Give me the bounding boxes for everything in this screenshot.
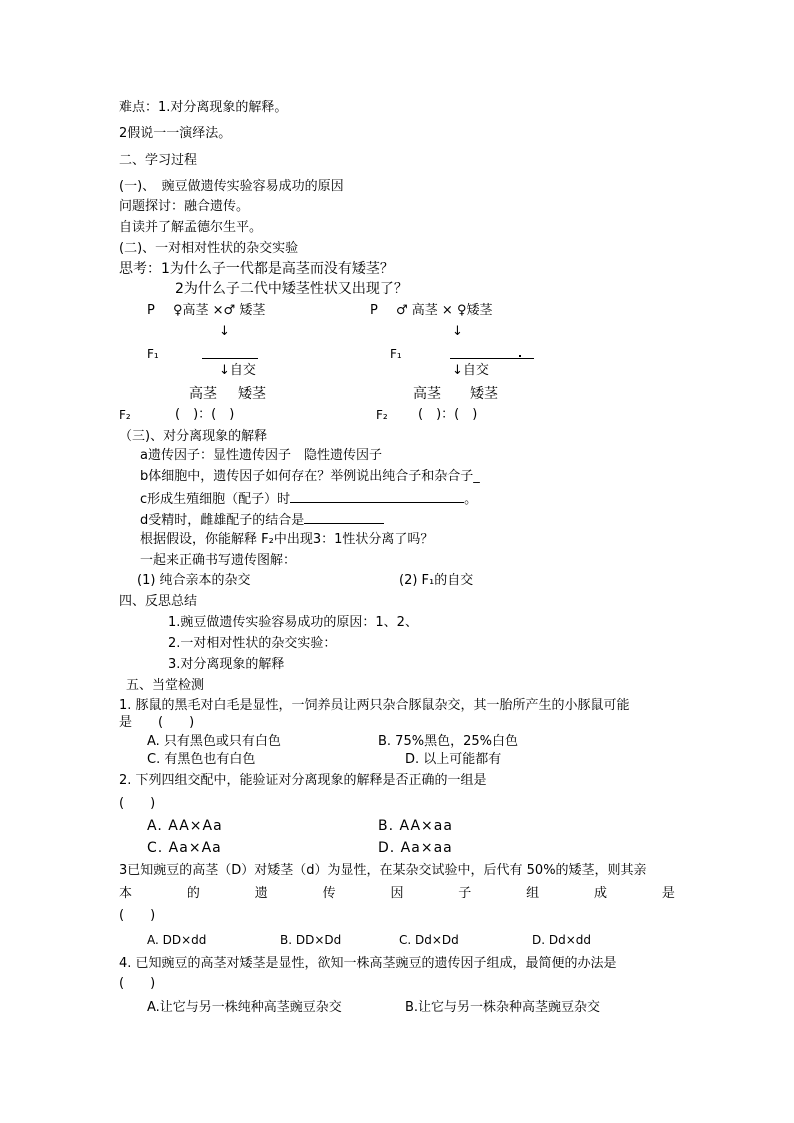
explanation-b: b体细胞中，遗传因子如何存在？举例说出纯合子和杂合子_ [140,469,480,484]
section-title-explanation: （三)、对分离现象的解释 [119,429,268,444]
left-parents: ♀高茎 ×♂ 矮茎 [173,303,266,318]
q4-option-a: A.让它与另一株纯种高茎豌豆杂交 [147,1000,342,1015]
q2-option-b: B. AA×aa [378,818,453,834]
stray-dot [519,355,521,357]
left-tall: 高茎 [189,386,217,402]
difficulty-line-2: 2假说一一演绎法。 [119,126,232,141]
q3-option-d: D. Dd×dd [532,933,592,947]
right-f1-blank [450,358,534,359]
think-question-1: 思考：1为什么子一代都是高茎而没有矮茎？ [119,261,394,277]
right-ratio: ( )：( ) [418,407,478,422]
q4-stem-2: ( ) [119,976,156,991]
q2-option-c: C. Aa×Aa [147,840,222,856]
q3-stem-2: 本 的 遗 传 因 子 组 成 是 [119,886,675,901]
reflection-2: 2.一对相对性状的杂交实验： [168,636,337,651]
item-pure-cross: (1) 纯合亲本的杂交 [137,573,251,588]
explanation-c: c形成生殖细胞（配子）时 。 [140,489,477,509]
q3-stem-3: ( ) [119,908,156,923]
hypothesis-question: 根据假设，你能解释 F₂中出现3：1性状分离了吗？ [140,532,434,547]
explanation-d: d受精时，雌雄配子的结合是 [140,510,384,530]
right-parents: ♂ 高茎 × ♀矮茎 [396,303,493,318]
q3-option-a: A. DD×dd [147,933,207,947]
right-tall: 高茎 [413,386,441,402]
left-selfing: ↓自交 [219,363,256,378]
blank-line [290,489,464,503]
left-f1-label: F₁ [147,347,159,361]
left-f1-blank [202,358,258,359]
part-title-1: (一)、 豌豆做遗传实验容易成功的原因 [119,179,344,194]
together-line: 一起来正确书写遗传图解： [140,553,297,568]
q4-stem: 4. 已知豌豆的高茎对矮茎是显性，欲知一株高茎豌豆的遗传因子组成，最简便的办法是 [119,956,617,971]
left-f2-label: F₂ [119,408,131,422]
selfread-line: 自读并了解孟德尔生平。 [119,220,263,235]
q2-option-d: D. Aa×aa [378,840,453,856]
section-title-learning: 二、学习过程 [119,153,198,168]
difficulty-line: 难点：1.对分离现象的解释。 [119,100,288,115]
right-selfing: ↓自交 [452,363,489,378]
part-title-2: (二)、一对相对性状的杂交实验 [119,241,299,256]
reflection-3: 3.对分离现象的解释 [168,657,285,672]
explore-line: 问题探讨：融合遗传。 [119,199,250,214]
item-f1-selfing: (2) F₁的自交 [399,573,474,588]
left-short: 矮茎 [238,386,266,402]
q3-stem: 3已知豌豆的高茎（D）对矮茎（d）为显性，在某杂交试验中，后代有 50%的矮茎，则其亲 [119,863,647,878]
q1-option-b: B. 75%黑色，25%白色 [378,734,518,749]
right-p-label: P [370,303,378,318]
q1-option-a: A. 只有黑色或只有白色 [147,734,281,749]
think-question-2: 2为什么子二代中矮茎性状又出现了？ [175,281,408,297]
right-arrow: ↓ [452,324,463,339]
left-p-label: P [147,303,155,318]
q2-stem: 2. 下列四组交配中，能验证对分离现象的解释是否正确的一组是 [119,773,487,788]
right-short: 矮茎 [470,386,498,402]
section-title-test: 五、当堂检测 [126,678,205,693]
q3-option-b: B. DD×Dd [280,933,342,947]
blank-line [304,510,384,524]
q1-option-d: D. 以上可能都有 [405,752,502,767]
explanation-a: a遗传因子：显性遗传因子 隐性遗传因子 [140,448,382,463]
q1-stem: 1. 豚鼠的黑毛对白毛是显性，一饲养员让两只杂合豚鼠杂交，其一胎所产生的小豚鼠可能 [119,698,630,713]
left-ratio: ( )：( ) [175,407,235,422]
reflection-1: 1.豌豆做遗传实验容易成功的原因：1、2、 [168,615,418,630]
q2-option-a: A. AA×Aa [147,818,223,834]
right-f1-label: F₁ [390,347,402,361]
section-title-reflection: 四、反思总结 [119,594,198,609]
left-arrow: ↓ [219,324,230,339]
q2-stem-2: ( ) [119,796,156,811]
q3-option-c: C. Dd×Dd [399,933,459,947]
right-f2-label: F₂ [376,408,388,422]
q1-stem-2: 是 ( ) [119,715,195,730]
q4-option-b: B.让它与另一株杂种高茎豌豆杂交 [405,1000,601,1015]
q1-option-c: C. 有黑色也有白色 [147,752,256,767]
